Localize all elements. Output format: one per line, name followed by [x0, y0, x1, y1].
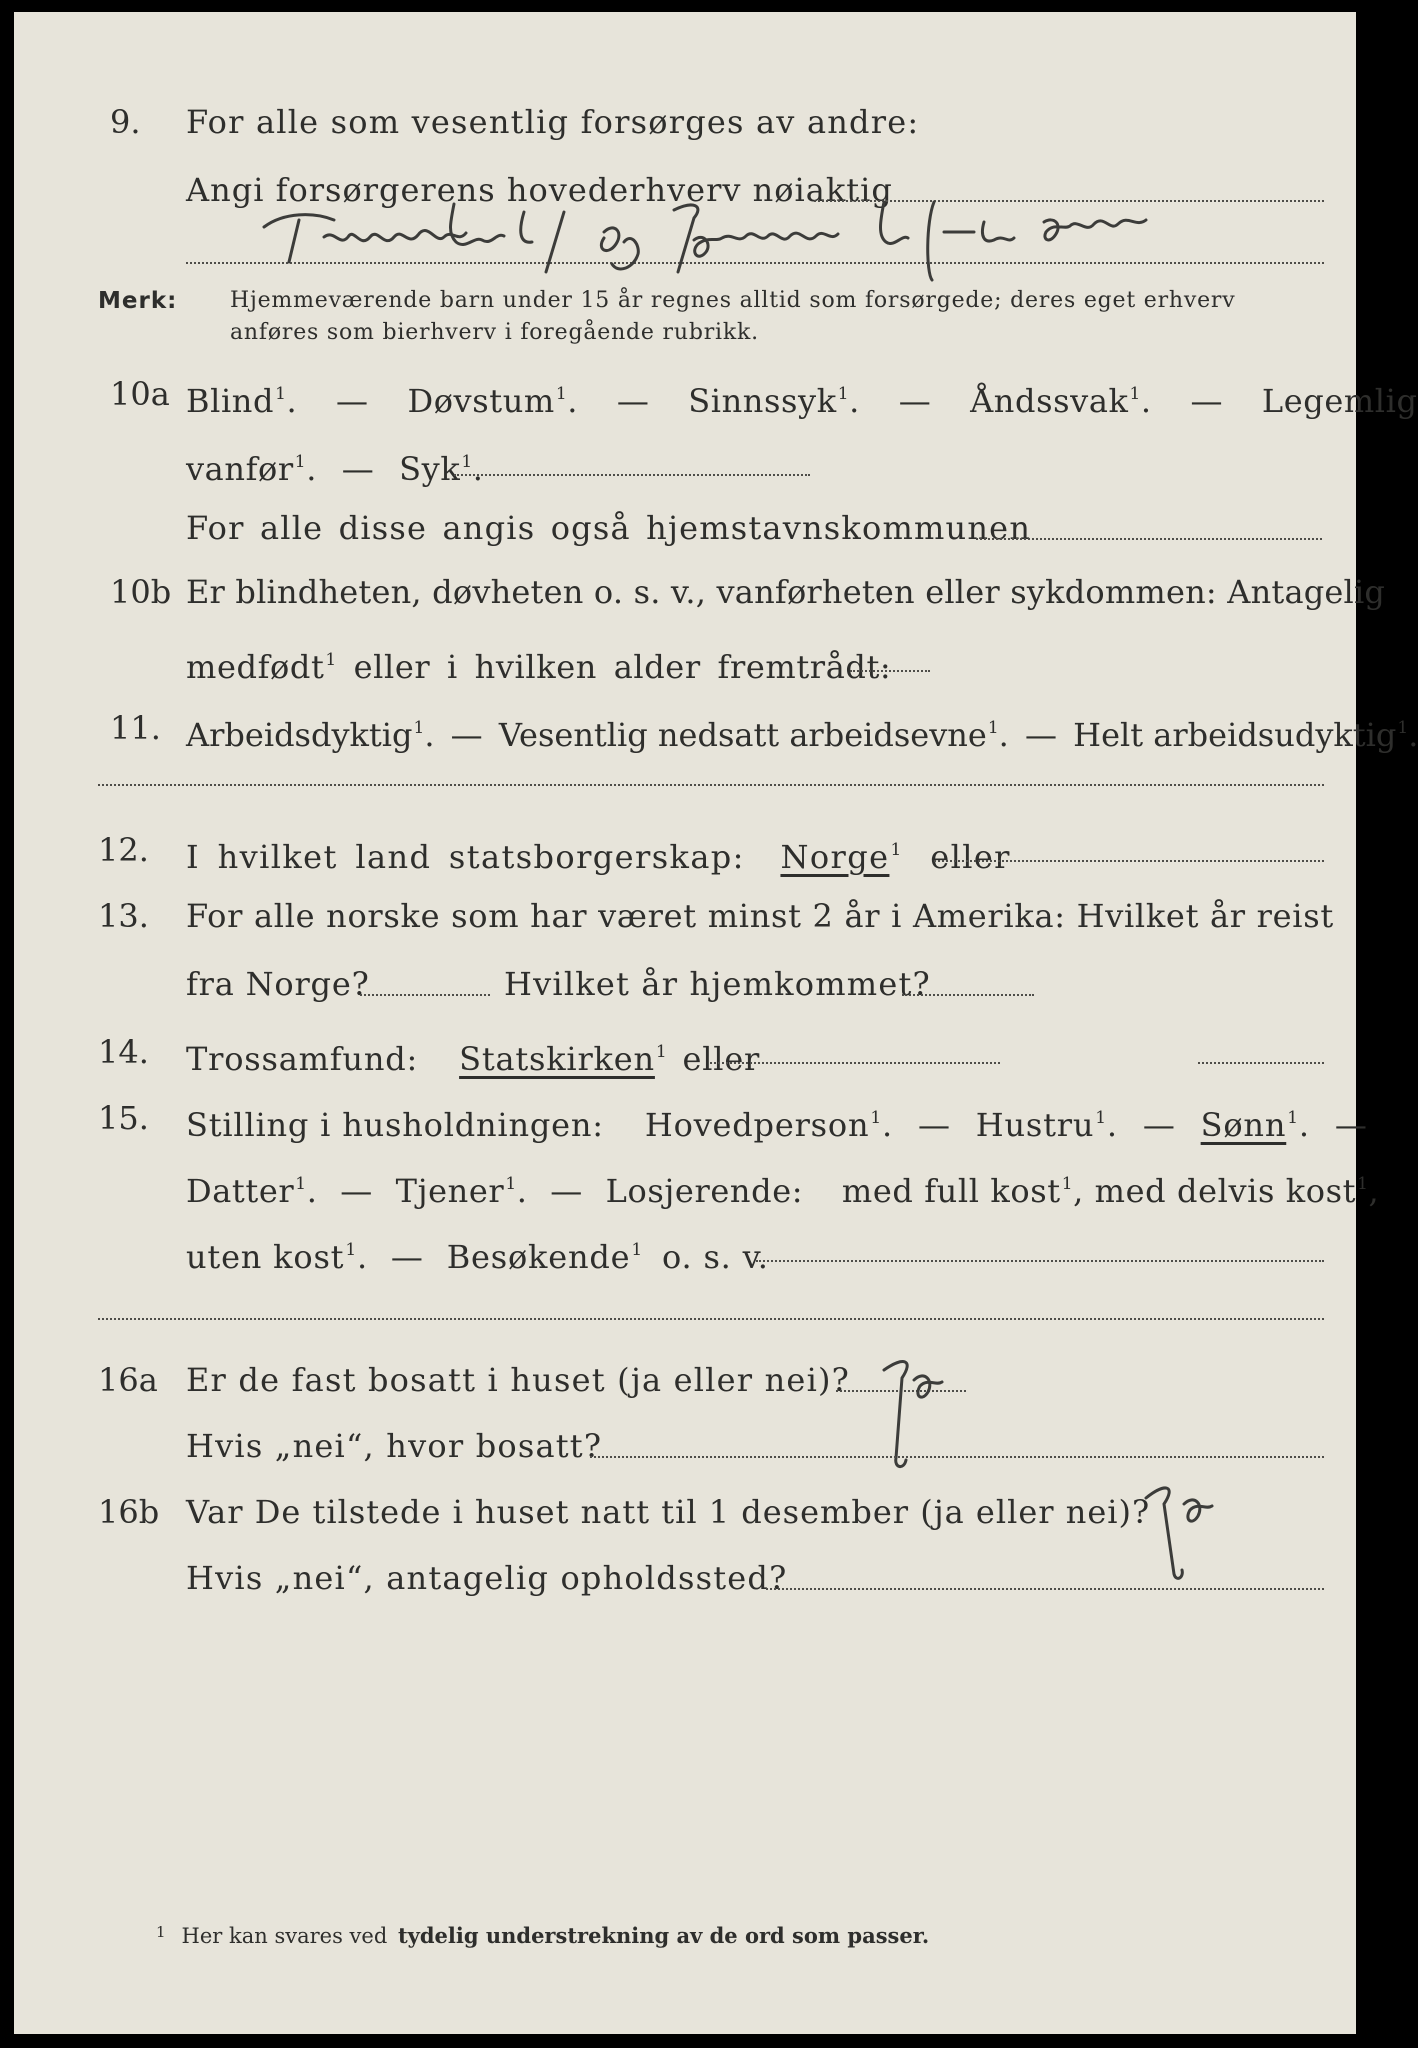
q15-opt-sonn[interactable]: Sønn: [1200, 1106, 1287, 1144]
q10a-line1: Blind$^1$. — Døvstum$^1$. — Sinnssyk$^1$. — Åndssvak$^1$. — Legemlig: [186, 382, 1418, 420]
q15-opt-besokende[interactable]: Besøkende: [446, 1238, 631, 1276]
q14-text: Trossamfund:: [186, 1040, 419, 1078]
q15-opt-utenkost[interactable]: uten kost: [186, 1238, 345, 1276]
q10a-line3: For alle disse angis også hjemstavnskommunen: [186, 509, 1032, 547]
q16a-number: 16a: [98, 1361, 158, 1399]
q12-opt-norge[interactable]: Norge: [780, 838, 890, 876]
q12-line: I hvilket land statsborgerskap: Norge$^1$ eller: [186, 838, 1011, 876]
census-form-page: [14, 12, 1418, 2034]
q15-line2: Datter$^1$. — Tjener$^1$. — Losjerende: med full kost$^1$, med delvis kost$^1$,: [186, 1172, 1380, 1210]
q15-opt-hovedperson[interactable]: Hovedperson: [644, 1106, 870, 1144]
q12-number: 12.: [98, 831, 149, 869]
q10a-opt-sinnssyk[interactable]: Sinnssyk: [688, 382, 837, 420]
q12-text: I hvilket land statsborgerskap:: [186, 838, 745, 876]
q10a-line2: vanfør$^1$. — Syk$^1$.: [186, 450, 484, 488]
q10a-opt-dovstum[interactable]: Døvstum: [407, 382, 555, 420]
q10b-line1: Er blindheten, døvheten o. s. v., vanførheten eller sykdommen: Antagelig: [186, 573, 1386, 611]
q11-opt-arbeidsdyktig[interactable]: Arbeidsdyktig: [186, 716, 413, 754]
footnote-text: Her kan svares ved: [181, 1924, 388, 1948]
q16b-number: 16b: [98, 1493, 160, 1531]
handwritten-answer-q16a: [874, 1348, 984, 1478]
q10b-line2: eller i hvilken alder fremtrådt:: [353, 648, 892, 686]
q11-opt-udyktig[interactable]: Helt arbeidsudyktig: [1073, 716, 1397, 754]
q16b-line1: Var De tilstede i huset natt til 1 desember (ja eller nei)?: [186, 1493, 1151, 1531]
q9-line2: Angi forsørgerens hovederhverv nøiaktig: [186, 171, 893, 209]
q15-opt-fullkost[interactable]: med full kost: [841, 1172, 1061, 1210]
q13-number: 13.: [98, 897, 149, 935]
q15-opt-delviskost[interactable]: med delvis kost: [1094, 1172, 1357, 1210]
q16a-line2: Hvis „nei“, hvor bosatt?: [186, 1427, 603, 1465]
footnote: [156, 1918, 929, 1950]
q10b-line2-wrap: medfødt$^1$ eller i hvilken alder fremtrådt:: [186, 648, 892, 686]
q16a-line1: Er de fast bosatt i huset (ja eller nei)?: [186, 1361, 851, 1399]
q15-line3: uten kost$^1$. — Besøkende$^1$ o. s. v.: [186, 1238, 769, 1276]
q15-opt-tjener[interactable]: Tjener: [395, 1172, 505, 1210]
handwritten-answer-occupation: [254, 192, 1314, 282]
q15-line1: Stilling i husholdningen: Hovedperson$^1$. — Hustru$^1$. — Sønn$^1$. —: [186, 1106, 1368, 1144]
q16b-line2: Hvis „nei“, antagelig opholdssted?: [186, 1559, 788, 1597]
q9-line1: For alle som vesentlig forsørges av andre:: [186, 103, 920, 141]
q14-line: Trossamfund: Statskirken$^1$ eller: [186, 1040, 761, 1078]
q14-number: 14.: [98, 1033, 149, 1071]
q13-line2b: Hvilket år hjemkommet?: [504, 965, 931, 1003]
merk-line2: anføres som bierhverv i foregående rubrikk.: [230, 320, 759, 345]
q10a-opt-andssvak[interactable]: Åndssvak: [970, 382, 1129, 420]
q11-opt-nedsatt[interactable]: Vesentlig nedsatt arbeidsevne: [498, 716, 987, 754]
footnote-mark: 1: [156, 1923, 166, 1941]
merk-line1: Hjemmeværende barn under 15 år regnes alltid som forsørgede; deres eget erhverv: [230, 288, 1236, 313]
q15-lead: Stilling i husholdningen:: [186, 1106, 604, 1144]
q15-opt-hustru[interactable]: Hustru: [975, 1106, 1095, 1144]
q15-number: 15.: [98, 1099, 149, 1137]
q10b-opt-medfodt[interactable]: medfødt: [186, 648, 325, 686]
q11-number: 11.: [110, 709, 161, 747]
handwritten-answer-q16b: [1134, 1474, 1244, 1594]
q10a-number: 10a: [110, 375, 170, 413]
footnote-bold: tydelig understrekning av de ord som passer.: [397, 1923, 930, 1948]
q9-number: 9.: [110, 103, 141, 141]
q15-opt-datter[interactable]: Datter: [186, 1172, 295, 1210]
q10a-opt-syk[interactable]: Syk: [399, 450, 461, 488]
merk-label: Merk:: [98, 288, 178, 314]
q15-losjerende: Losjerende:: [605, 1172, 804, 1210]
q10a-opt-vanfor[interactable]: vanfør: [186, 450, 294, 488]
q13-line1: For alle norske som har været minst 2 år i Amerika: Hvilket år reist: [186, 897, 1334, 935]
q13-line2a: fra Norge?: [186, 965, 370, 1003]
q14-opt-statskirken[interactable]: Statskirken: [459, 1040, 655, 1078]
q10a-opt-blind[interactable]: Blind: [186, 382, 275, 420]
q10a-opt-legemlig[interactable]: Legemlig: [1261, 382, 1418, 420]
q11-line: Arbeidsdyktig$^1$. — Vesentlig nedsatt arbeidsevne$^1$. — Helt arbeidsudyktig$^1$.: [186, 716, 1418, 754]
q10b-number: 10b: [110, 573, 172, 611]
